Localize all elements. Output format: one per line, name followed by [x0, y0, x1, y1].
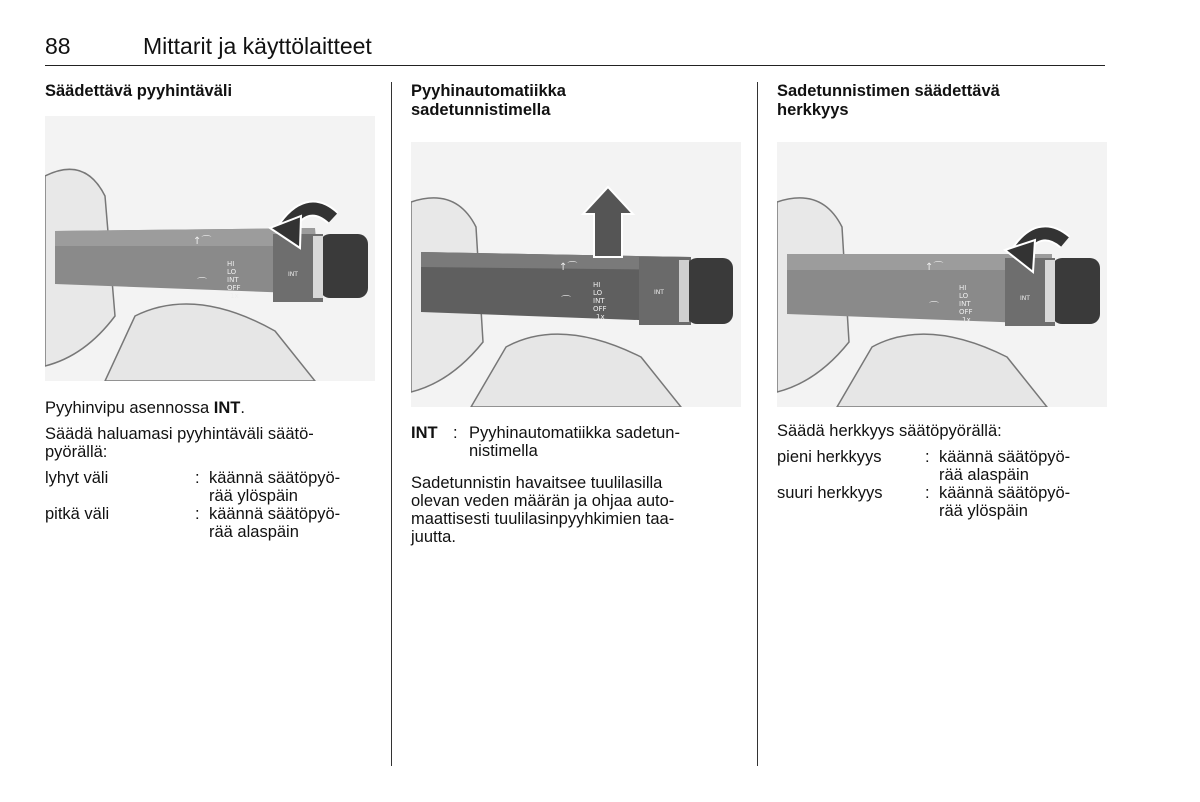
svg-text:⌒: ⌒ [197, 278, 207, 289]
position-label-off: OFF [227, 284, 241, 292]
definition-item: lyhyt väli : käännä säätöpyö- rää ylöspäin [45, 469, 375, 505]
position-label-int: INT [959, 300, 971, 308]
definition-term: suuri herkkyys [777, 484, 883, 502]
section-heading: Pyyhinautomatiikka sadetunnistimella [411, 82, 566, 119]
position-label-off: OFF [593, 305, 607, 313]
chapter-title: Mittarit ja käyttölaitteet [143, 33, 372, 59]
svg-text:↑⌒: ↑⌒ [559, 262, 578, 273]
section-body [411, 424, 741, 546]
definition-description: käännä säätöpyö- rää alaspäin [939, 448, 1071, 484]
definition-term: pitkä väli [45, 505, 110, 523]
definition-item: pitkä väli : käännä säätöpyö- rää alaspäin [45, 505, 375, 541]
position-label-hi: HI [959, 284, 967, 292]
wiper-stalk-pull-illustration [411, 142, 741, 407]
ring-label-int: INT [288, 271, 298, 278]
definition-term: INT [411, 424, 438, 442]
definition-item: pieni herkkyys : käännä säätöpyö- rää alaspäin [777, 448, 1107, 484]
ring-label-int: INT [654, 289, 664, 296]
ring-label-int: INT [1020, 295, 1030, 302]
section-heading: Sadetunnistimen säädettävä herkkyys [777, 82, 1000, 119]
position-label-1x: 1x [230, 292, 239, 300]
paragraph: Säädä haluamasi pyyhintäväli säätö- pyörällä: [45, 425, 314, 461]
section-adjustable-interval [45, 82, 375, 541]
column-divider [391, 82, 392, 766]
section-heading: Säädettävä pyyhintäväli [45, 82, 233, 100]
position-label-1x: 1x [962, 316, 971, 324]
definition-description: käännä säätöpyö- rää ylöspäin [939, 484, 1071, 520]
definition-item: INT : Pyyhinautomatiikka sadetun- nistimella [411, 424, 741, 460]
position-label-lo: LO [959, 292, 969, 300]
wiper-stalk-illustration [45, 116, 375, 381]
svg-text:↑⌒: ↑⌒ [193, 236, 212, 247]
section-body [777, 422, 1107, 520]
svg-text:↑⌒: ↑⌒ [925, 262, 944, 273]
paragraph: Pyyhinvipu asennossa INT. [45, 399, 245, 417]
paragraph: Säädä herkkyys säätöpyörällä: [777, 422, 1002, 440]
svg-text:⌒: ⌒ [561, 296, 571, 307]
page-number: 88 [45, 33, 71, 59]
definition-description: käännä säätöpyö- rää ylöspäin [209, 469, 341, 505]
definition-item: suuri herkkyys : käännä säätöpyö- rää ylöspäin [777, 484, 1107, 520]
position-label-int: INT [593, 297, 605, 305]
column-divider [757, 82, 758, 766]
svg-text:⌒: ⌒ [929, 302, 939, 313]
position-label-off: OFF [959, 308, 973, 316]
definition-description: käännä säätöpyö- rää alaspäin [209, 505, 341, 541]
position-label-1x: 1x [596, 313, 605, 321]
definition-description: Pyyhinautomatiikka sadetun- nistimella [469, 424, 680, 460]
position-label-hi: HI [227, 260, 235, 268]
position-label-int: INT [227, 276, 239, 284]
wiper-stalk-sensitivity-illustration [777, 142, 1107, 407]
section-rain-sensor [411, 82, 741, 546]
paragraph: Sadetunnistin havaitsee tuulilasilla olevan veden määrän ja ohjaa auto- maattisesti tuulilasinpyyhkimien taa- juutta. [411, 474, 675, 546]
definition-term: pieni herkkyys [777, 448, 882, 466]
position-label-hi: HI [593, 281, 601, 289]
section-body [45, 399, 375, 541]
definition-term: lyhyt väli [45, 469, 109, 487]
page-header [45, 33, 1105, 66]
position-label-lo: LO [593, 289, 603, 297]
position-label-lo: LO [227, 268, 237, 276]
section-sensor-sensitivity [777, 82, 1107, 520]
